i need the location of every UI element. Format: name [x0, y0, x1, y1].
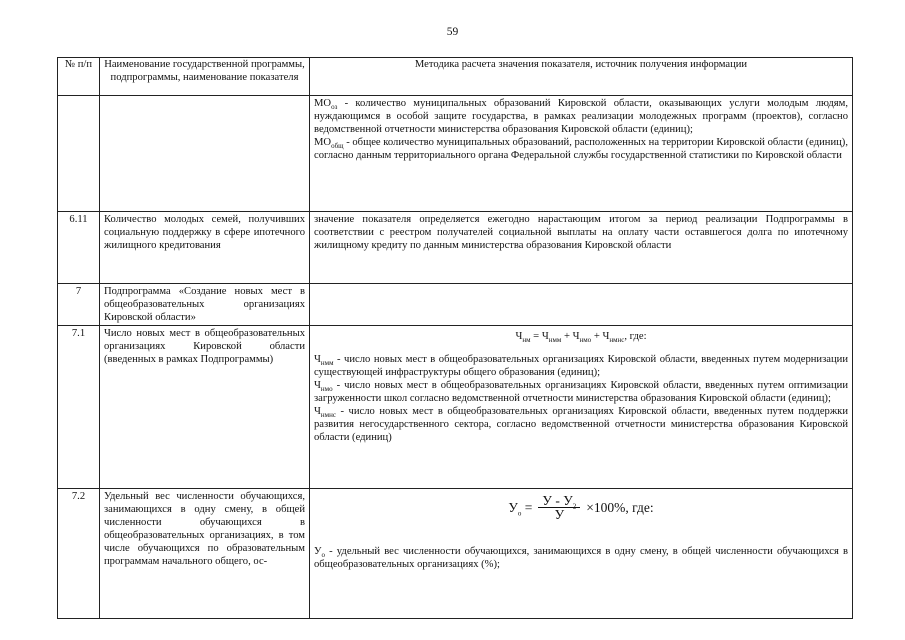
fraction-formula: $У_о$ = $\frac{У - У_2}{У}$ ×100%, где: [508, 493, 654, 522]
definition: $У_о$ - удельный вес численности обучающихся, занимающихся в одну смену, в общей численности обучающихся в общеобразовательных организациях (%); [314, 546, 848, 570]
definition: $Ч_{нмо}$ - число новых мест в общеобразовательных организациях Кировской области, введенных путем оптимизации загруженности школ согласно ведомственной отчетности министерства образования Кировской области (единиц); [314, 380, 848, 404]
cell-number: 7 [58, 284, 100, 326]
table-row [58, 96, 853, 212]
table-row [58, 284, 853, 326]
header-number: № п/п [58, 58, 100, 96]
definition: $Ч_{нмм}$ - число новых мест в общеобразовательных организациях Кировской области, введенных путем модернизации существующей инфраструктуры общего образования (единиц); [314, 354, 848, 378]
cell-number: 7.1 [58, 326, 100, 489]
header-method: Методика расчета значения показателя, источник получения информации [310, 58, 853, 96]
page-number: 59 [446, 26, 459, 38]
fraction: $\frac{У - У_2}{У}$ [538, 494, 580, 521]
cell-number: 7.2 [58, 489, 100, 619]
formula: $Ч_{нм} = Ч_{нмм} + Ч_{нмо} + Ч_{нмнс}$, где: [515, 331, 647, 345]
cell-method: значение показателя определяется ежегодно нарастающим итогом за период реализации Подпрограммы в соответствии с реестром получателей социальной выплаты на оплату части оставшегося долга по ипотечному жилищному кредиту по данным министерства образования Кировской области [310, 212, 853, 284]
cell-name [100, 96, 310, 212]
cell-name: Удельный вес численности обучающихся, занимающихся в одну смену, в общей численности обучающихся в общеобразовательных организациях, в том числе обучающихся по образовательным программам начального общего, ос- [100, 489, 310, 619]
cell-method [310, 96, 853, 212]
definition: $Ч_{нмнс}$ - число новых мест в общеобразовательных организациях Кировской области, введенных путем поддержки развития негосударственного сектора, согласно ведомственной отчетности министерства образования Кировской области (единиц) [314, 406, 848, 443]
table-row [58, 212, 853, 284]
cell-method [310, 284, 853, 326]
indicators-table [57, 57, 853, 619]
cell-number: 6.11 [58, 212, 100, 284]
table-row [58, 326, 853, 489]
cell-method [310, 489, 853, 619]
table-row [58, 489, 853, 619]
table-header-row [58, 58, 853, 96]
cell-name: Подпрограмма «Создание новых мест в общеобразовательных организациях Кировской области» [100, 284, 310, 326]
cell-name: Число новых мест в общеобразовательных организациях Кировской области (введенных в рамках Подпрограммы) [100, 326, 310, 489]
definition: $МО_{общ}$ - общее количество муниципальных образований, расположенных на территории Кировской области (единиц), согласно данным территориального органа Федеральной службы государственной статистики по Кировской области [314, 137, 848, 161]
cell-name: Количество молодых семей, получивших социальную поддержку в сфере ипотечного жилищного кредитования [100, 212, 310, 284]
header-name: Наименование государственной программы, подпрограммы, наименование показателя [100, 58, 310, 96]
cell-method [310, 326, 853, 489]
definition: $МО_{оз}$ - количество муниципальных образований Кировской области, оказывающих услуги молодым людям, нуждающимся в особой защите государства, в рамках реализации молодежных программ (проектов), согласно ведомственной отчетности министерства образования Кировской области (единиц); [314, 98, 848, 135]
cell-number [58, 96, 100, 212]
